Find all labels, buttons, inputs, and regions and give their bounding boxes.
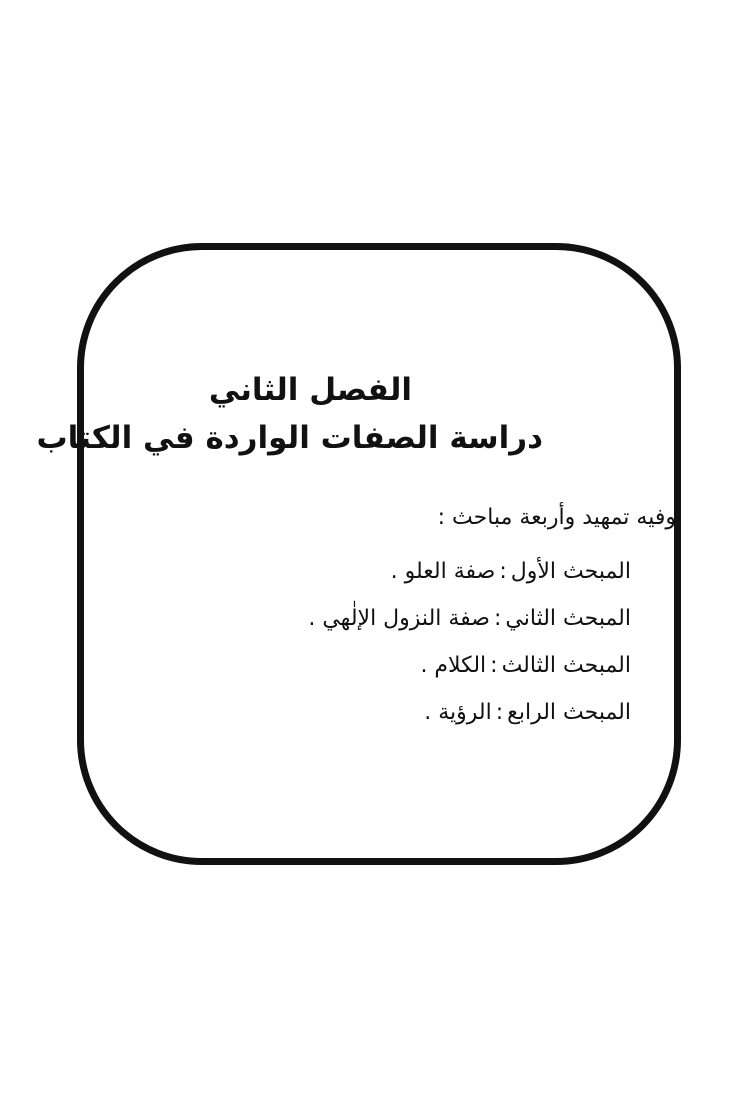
section-separator: : [490, 653, 498, 678]
section-label: المبحث الثاني [505, 606, 631, 631]
section-label: المبحث الثالث [501, 653, 631, 678]
section-text: صفة النزول الإلٰهي . [308, 606, 490, 631]
intro-text: وفيه تمهيد وأربعة مباحث : [437, 505, 676, 530]
chapter-subtitle: دراسة الصفات الواردة في الكتاب [36, 420, 543, 456]
chapter-title: الفصل الثاني [208, 372, 412, 408]
section-text: صفة العلو . [390, 559, 496, 584]
section-item-1 [308, 548, 631, 595]
section-list [308, 548, 631, 736]
section-item-3 [308, 642, 631, 689]
section-item-2 [308, 595, 631, 642]
section-text: الكلام . [420, 653, 487, 678]
section-label: المبحث الأول [510, 559, 631, 584]
section-label: المبحث الرابع [507, 700, 631, 725]
section-separator: : [499, 559, 507, 584]
section-item-4 [308, 689, 631, 736]
section-separator: : [495, 700, 504, 725]
section-separator: : [493, 606, 502, 631]
section-text: الرؤية . [424, 700, 492, 725]
